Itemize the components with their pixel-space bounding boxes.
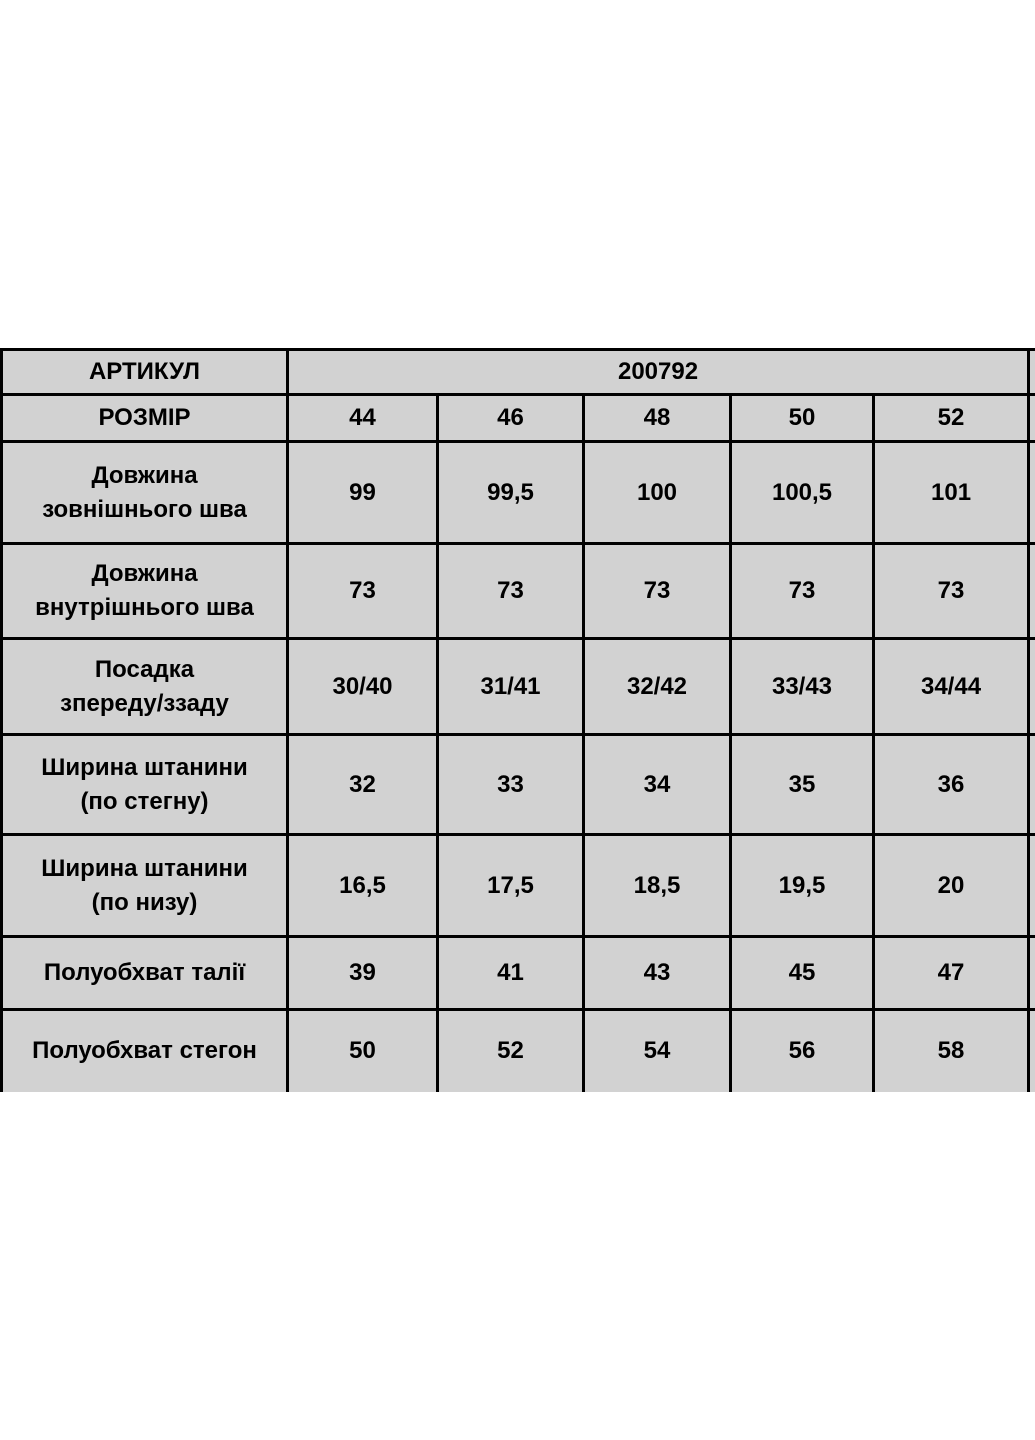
measurement-value-cell: 58 bbox=[874, 1010, 1029, 1092]
measurement-label-line: внутрішнього шва bbox=[35, 594, 254, 621]
measurement-value-cell: 73 bbox=[731, 544, 874, 639]
measurement-label-line: Полуобхват талії bbox=[43, 959, 246, 986]
measurement-label-cell bbox=[2, 442, 288, 544]
cropped-edge-cell bbox=[1029, 395, 1035, 442]
measurement-value-cell: 19,5 bbox=[731, 835, 874, 937]
measurement-value-cell: 73 bbox=[874, 544, 1029, 639]
size-label-cell: РОЗМІР bbox=[2, 395, 288, 442]
cropped-edge-cell bbox=[1029, 544, 1035, 639]
measurement-value-cell: 20 bbox=[874, 835, 1029, 937]
size-value-cell: 46 bbox=[438, 395, 584, 442]
measurement-value-cell: 32/42 bbox=[584, 639, 731, 735]
size-value-cell: 50 bbox=[731, 395, 874, 442]
cropped-edge-cell bbox=[1029, 350, 1035, 395]
measurement-value-cell: 36 bbox=[874, 735, 1029, 835]
measurement-label-line: зпереду/ззаду bbox=[60, 689, 229, 717]
cropped-edge-cell bbox=[1029, 735, 1035, 835]
measurement-row bbox=[2, 442, 1035, 544]
measurement-value-cell: 100 bbox=[584, 442, 731, 544]
cropped-edge-cell bbox=[1029, 442, 1035, 544]
measurement-label-line: Ширина штанини bbox=[41, 854, 248, 882]
measurement-value-cell: 99,5 bbox=[438, 442, 584, 544]
measurement-value-cell: 101 bbox=[874, 442, 1029, 544]
measurement-value-cell: 43 bbox=[584, 937, 731, 1010]
measurement-value-cell: 31/41 bbox=[438, 639, 584, 735]
measurement-value-cell: 99 bbox=[288, 442, 438, 544]
cropped-edge-cell bbox=[1029, 835, 1035, 937]
measurement-value-cell: 16,5 bbox=[288, 835, 438, 937]
measurement-value-cell: 45 bbox=[731, 937, 874, 1010]
measurement-value-cell: 41 bbox=[438, 937, 584, 1010]
cropped-edge-cell bbox=[1029, 1010, 1035, 1092]
measurement-label-line: Полуобхват стегон bbox=[32, 1037, 257, 1065]
measurement-value-cell: 73 bbox=[288, 544, 438, 639]
size-chart-container bbox=[0, 348, 1035, 1092]
measurement-label-line: Довжина bbox=[91, 461, 198, 489]
measurement-label-line: Посадка bbox=[94, 655, 195, 683]
measurement-value-cell: 32 bbox=[288, 735, 438, 835]
size-value-cell: 44 bbox=[288, 395, 438, 442]
measurement-label-cell bbox=[2, 835, 288, 937]
article-row bbox=[2, 350, 1035, 395]
measurement-value-cell: 30/40 bbox=[288, 639, 438, 735]
measurement-label-cell bbox=[2, 544, 288, 639]
measurement-value-cell: 47 bbox=[874, 937, 1029, 1010]
measurement-value-cell: 73 bbox=[584, 544, 731, 639]
size-value-cell: 48 bbox=[584, 395, 731, 442]
measurement-label-line: зовнішнього шва bbox=[42, 495, 247, 523]
measurement-value-cell: 33/43 bbox=[731, 639, 874, 735]
measurement-label-line: Довжина bbox=[91, 560, 198, 587]
measurement-row bbox=[2, 937, 1035, 1010]
measurement-value-cell: 17,5 bbox=[438, 835, 584, 937]
measurement-value-cell: 34 bbox=[584, 735, 731, 835]
size-chart-table bbox=[0, 348, 1035, 1092]
article-value-cell: 200792 bbox=[288, 350, 1029, 395]
measurement-value-cell: 56 bbox=[731, 1010, 874, 1092]
measurement-label-cell bbox=[2, 639, 288, 735]
measurement-value-cell: 39 bbox=[288, 937, 438, 1010]
measurement-row bbox=[2, 735, 1035, 835]
measurement-value-cell: 100,5 bbox=[731, 442, 874, 544]
measurement-label-line: Ширина штанини bbox=[41, 753, 248, 781]
measurement-value-cell: 50 bbox=[288, 1010, 438, 1092]
article-label-cell: АРТИКУЛ bbox=[2, 350, 288, 395]
measurement-value-cell: 52 bbox=[438, 1010, 584, 1092]
measurement-value-cell: 73 bbox=[438, 544, 584, 639]
measurement-label-cell bbox=[2, 937, 288, 1010]
measurement-value-cell: 18,5 bbox=[584, 835, 731, 937]
measurement-row bbox=[2, 835, 1035, 937]
measurement-value-cell: 34/44 bbox=[874, 639, 1029, 735]
cropped-edge-cell bbox=[1029, 937, 1035, 1010]
cropped-edge-cell bbox=[1029, 639, 1035, 735]
measurement-value-cell: 35 bbox=[731, 735, 874, 835]
measurement-row bbox=[2, 639, 1035, 735]
measurement-value-cell: 33 bbox=[438, 735, 584, 835]
size-row bbox=[2, 395, 1035, 442]
size-value-cell: 52 bbox=[874, 395, 1029, 442]
measurement-label-cell bbox=[2, 735, 288, 835]
measurement-label-line: (по стегну) bbox=[80, 787, 209, 815]
measurement-row bbox=[2, 1010, 1035, 1092]
measurement-label-cell bbox=[2, 1010, 288, 1092]
measurement-label-line: (по низу) bbox=[91, 888, 198, 916]
measurement-row bbox=[2, 544, 1035, 639]
measurement-value-cell: 54 bbox=[584, 1010, 731, 1092]
